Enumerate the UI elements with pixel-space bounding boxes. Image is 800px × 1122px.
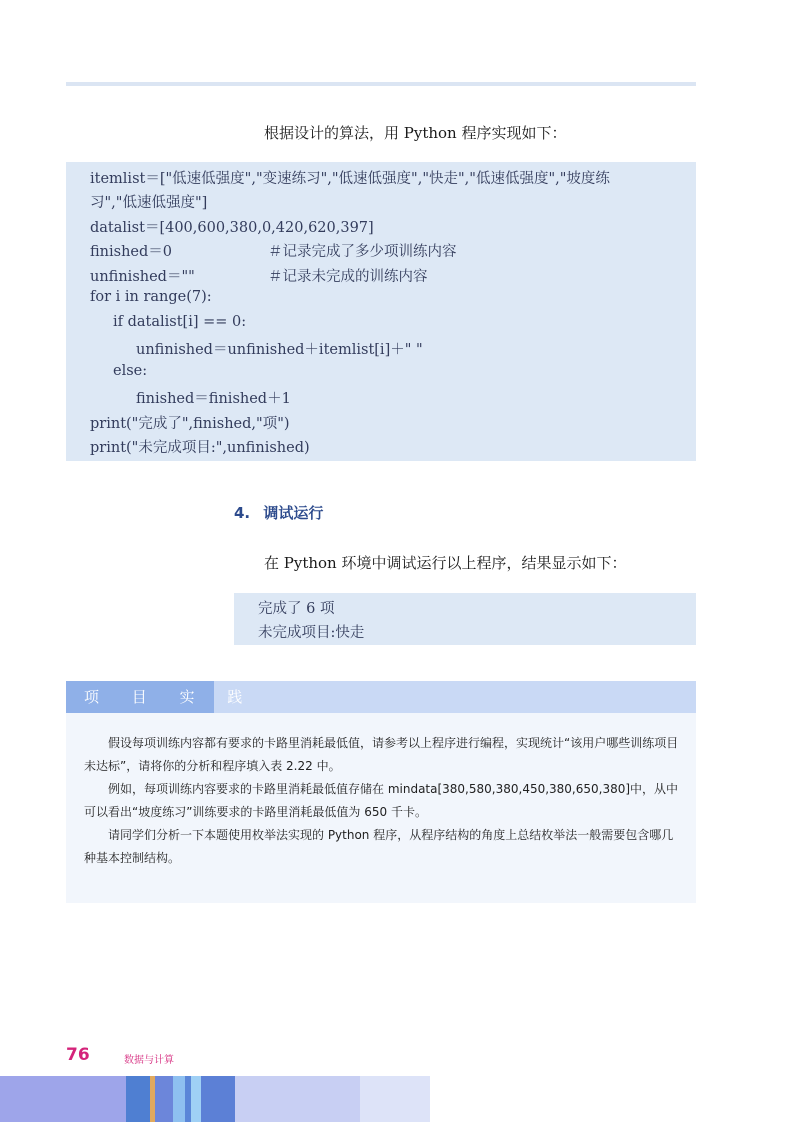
practice-body	[66, 713, 696, 903]
code-line: datalist＝[400,600,380,0,420,620,397]	[90, 220, 374, 236]
code-line: if datalist[i] == 0:	[113, 314, 247, 330]
code-line: finished＝0	[90, 244, 173, 260]
code-comment: ＃记录未完成的训练内容	[268, 269, 428, 285]
code-line: print("未完成项目:",unfinished)	[90, 440, 310, 456]
footer-stripe	[191, 1076, 201, 1122]
footer-stripe	[155, 1076, 173, 1122]
code-block	[66, 162, 696, 461]
code-line: 习","低速低强度"]	[90, 195, 208, 211]
code-line: else:	[113, 363, 148, 379]
footer-stripe	[0, 1076, 126, 1122]
section-number: 4.	[234, 504, 251, 522]
section-heading	[234, 502, 323, 523]
top-rule	[66, 82, 696, 86]
section-title: 调试运行	[263, 504, 324, 522]
footer-stripe	[235, 1076, 360, 1122]
code-line: print("完成了",finished,"项")	[90, 416, 290, 432]
code-line: itemlist＝["低速低强度","变速练习","低速低强度","快走","低速低强度","坡度练	[90, 171, 610, 187]
code-comment: ＃记录完成了多少项训练内容	[268, 244, 457, 260]
footer-stripe	[360, 1076, 430, 1122]
code-line: for i in range(7):	[90, 289, 212, 305]
output-line: 完成了 6 项	[258, 601, 335, 617]
practice-paragraph: 请同学们分析一下本题使用枚举法实现的 Python 程序，从程序结构的角度上总结枚举法一般需要包含哪几种基本控制结构。	[84, 828, 674, 865]
code-line: finished＝finished＋1	[136, 391, 291, 407]
run-intro-text: 在 Python 环境中调试运行以上程序，结果显示如下：	[264, 554, 627, 572]
footer-stripe	[126, 1076, 150, 1122]
practice-paragraph: 假设每项训练内容都有要求的卡路里消耗最低值，请参考以上程序进行编程，实现统计“该用户哪些训练项目未达标”，请将你的分析和程序填入表 2.22 中。	[84, 736, 679, 773]
footer-stripe	[173, 1076, 185, 1122]
practice-paragraph: 例如，每项训练内容要求的卡路里消耗最低值存储在 mindata[380,580,380,450,380,650,380]中，从中可以看出“坡度练习”训练要求的卡路里消耗最低值为 650 千卡。	[84, 782, 679, 819]
footer-stripe	[201, 1076, 235, 1122]
output-line: 未完成项目:快走	[258, 625, 365, 641]
practice-header	[66, 681, 696, 713]
practice-label: 项 目 实 践	[66, 681, 214, 713]
page-number: 76	[66, 1045, 90, 1065]
book-title: 数据与计算	[124, 1055, 174, 1066]
output-block	[234, 593, 696, 645]
code-line: unfinished＝""	[90, 269, 195, 285]
intro-text: 根据设计的算法，用 Python 程序实现如下：	[264, 124, 567, 142]
code-line: unfinished＝unfinished＋itemlist[i]＋" "	[136, 342, 423, 358]
